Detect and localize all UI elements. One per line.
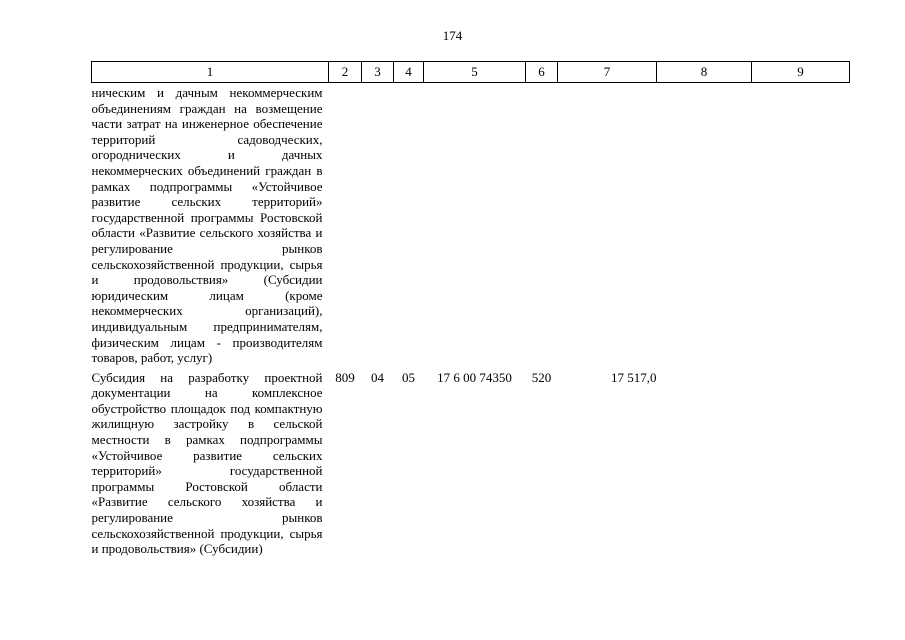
cell-target-article: 17 6 00 74350 [437, 369, 512, 385]
cell-amount-9 [752, 366, 850, 557]
header-col-3: 3 [362, 62, 394, 83]
cell-amount-8 [657, 83, 752, 366]
cell-subsection-code: 05 [402, 369, 415, 385]
cell-target-article [424, 83, 526, 366]
cell-amount-9 [752, 83, 850, 366]
header-col-5: 5 [424, 62, 526, 83]
cell-expense-type: 520 [531, 369, 552, 385]
cell-department-code [329, 83, 362, 366]
cell-amount-7: 17 517,0 [611, 369, 657, 385]
cell-subsection-code [394, 83, 424, 366]
header-col-9: 9 [752, 62, 850, 83]
cell-section-code [362, 83, 394, 366]
header-col-4: 4 [394, 62, 424, 83]
cell-section-code: 04 [371, 369, 384, 385]
header-col-1: 1 [92, 62, 329, 83]
cell-amount-7 [558, 83, 657, 366]
header-col-8: 8 [657, 62, 752, 83]
page-number: 174 [442, 28, 463, 43]
header-col-7: 7 [558, 62, 657, 83]
row-description: ническим и дачным некоммерческим объединениям граждан на возмещение части затрат на инженерное обеспечение территорий садоводческих, огороднических и дачных некоммерческих объединений граждан в рамках подпрограммы «Устойчивое развитие сельских территорий» государственной программы Ростовской области «Развитие сельского хозяйства и регулирование рынков сельскохозяйственной продукции, сырья и продовольствия» (Субсидии юридическим лицам (кроме некоммерческих организаций), индивидуальным предпринимателям, физическим лицам - производителям товаров, работ, услуг) [91, 85, 323, 366]
row-description: Субсидия на разработку проектной документации на комплексное обустройство площадок под компактную жилищную застройку в сельской местности в рамках подпрограммы «Устойчивое развитие сельских территорий» государственной программы Ростовской области «Развитие сельского хозяйства и регулирование рынков сельскохозяйственной продукции, сырья и продовольствия» (Субсидии) [91, 369, 323, 557]
table-row [92, 366, 850, 557]
header-row [92, 62, 850, 83]
header-col-6: 6 [526, 62, 558, 83]
cell-expense-type [526, 83, 558, 366]
budget-table [91, 61, 850, 557]
cell-department-code: 809 [335, 369, 355, 385]
header-col-2: 2 [329, 62, 362, 83]
table-row [92, 83, 850, 366]
cell-amount-8 [657, 366, 752, 557]
